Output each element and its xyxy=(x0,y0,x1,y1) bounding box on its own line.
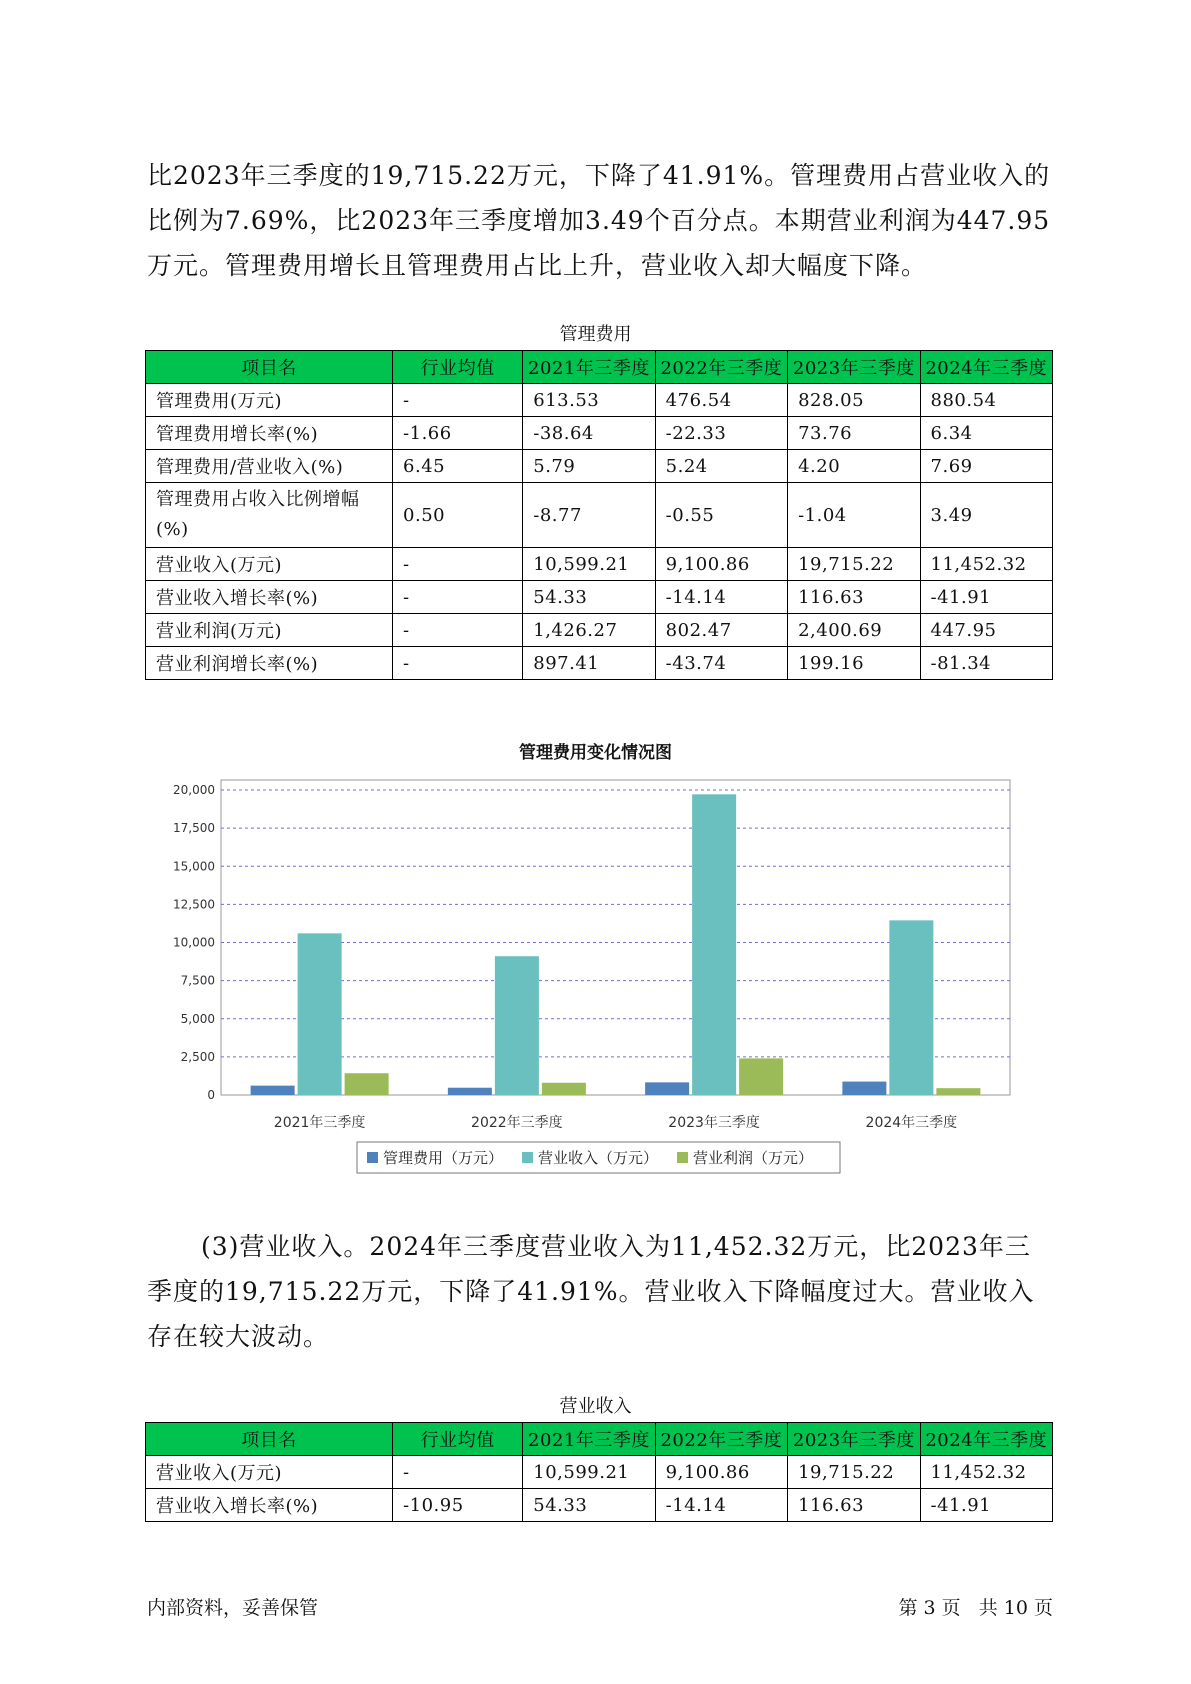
y-tick-label: 15,000 xyxy=(173,859,215,874)
legend-label: 管理费用（万元） xyxy=(383,1149,504,1167)
header-cell: 2022年三季度 xyxy=(655,1423,787,1456)
table-cell: 6.45 xyxy=(393,450,523,483)
table-cell: 11,452.32 xyxy=(920,1456,1052,1489)
table-cell: 802.47 xyxy=(655,614,787,647)
bar-1-2 xyxy=(448,1088,492,1095)
y-tick-label: 12,500 xyxy=(173,897,215,912)
header-cell: 2023年三季度 xyxy=(788,1423,920,1456)
legend-swatch xyxy=(522,1152,533,1163)
y-tick-label: 10,000 xyxy=(173,935,215,950)
table-cell: - xyxy=(393,614,523,647)
bar-1-4 xyxy=(842,1082,886,1095)
table-cell: -43.74 xyxy=(655,647,787,680)
row-label: 营业利润(万元) xyxy=(146,614,393,647)
table1-caption: 管理费用 xyxy=(559,324,632,345)
header-cell: 项目名 xyxy=(146,1423,393,1456)
section3-paragraph xyxy=(147,1224,1052,1359)
y-tick-label: 7,500 xyxy=(180,973,215,988)
bar-1-3 xyxy=(645,1082,689,1095)
table-cell: -1.66 xyxy=(393,417,523,450)
table-cell: - xyxy=(393,581,523,614)
table-cell: - xyxy=(393,647,523,680)
intro-line-1: 比2023年三季度的19,715.22万元，下降了41.91%。管理费用占营业收入的 xyxy=(147,161,1051,190)
row-label: 营业收入(万元) xyxy=(146,1456,393,1489)
table-cell: 54.33 xyxy=(523,1489,655,1522)
table-cell: 1,426.27 xyxy=(523,614,655,647)
bar-2-3 xyxy=(692,794,736,1095)
x-tick-label: 2024年三季度 xyxy=(865,1115,958,1131)
table-cell: -8.77 xyxy=(523,483,655,548)
table-cell: -41.91 xyxy=(920,1489,1052,1522)
table-header-row xyxy=(146,1423,1053,1456)
table-cell: -22.33 xyxy=(655,417,787,450)
table-cell: 476.54 xyxy=(655,384,787,417)
chart-title: 管理费用变化情况图 xyxy=(519,743,672,763)
legend-label: 营业利润（万元） xyxy=(693,1149,814,1167)
legend-label: 营业收入（万元） xyxy=(538,1149,659,1167)
table-cell: 19,715.22 xyxy=(788,1456,920,1489)
row-label: 管理费用增长率(%) xyxy=(146,417,393,450)
header-cell: 2023年三季度 xyxy=(788,351,920,384)
table-cell: -0.55 xyxy=(655,483,787,548)
y-tick-label: 0 xyxy=(207,1088,215,1102)
bar-2-4 xyxy=(889,920,933,1095)
table-cell: 828.05 xyxy=(788,384,920,417)
y-tick-label: 17,500 xyxy=(173,821,215,836)
bar-3-2 xyxy=(542,1083,586,1095)
bar-3-4 xyxy=(936,1088,980,1095)
header-cell: 2021年三季度 xyxy=(523,1423,655,1456)
table-cell: -14.14 xyxy=(655,1489,787,1522)
table-cell: 0.50 xyxy=(393,483,523,548)
table-cell: 447.95 xyxy=(920,614,1052,647)
table-cell: 116.63 xyxy=(788,581,920,614)
table2-caption: 营业收入 xyxy=(559,1396,632,1417)
table-cell: - xyxy=(393,548,523,581)
bar-2-2 xyxy=(495,956,539,1095)
table-cell: 880.54 xyxy=(920,384,1052,417)
header-cell: 2024年三季度 xyxy=(920,1423,1052,1456)
table-cell: 7.69 xyxy=(920,450,1052,483)
table-cell: -81.34 xyxy=(920,647,1052,680)
table-cell: 54.33 xyxy=(523,581,655,614)
intro-line-2: 比例为7.69%，比2023年三季度增加3.49个百分点。本期营业利润为447.95 xyxy=(147,206,1051,235)
section3-line-3: 存在较大波动。 xyxy=(147,1322,330,1351)
x-tick-label: 2022年三季度 xyxy=(471,1115,563,1131)
table-cell: 10,599.21 xyxy=(523,548,655,581)
table-cell: 4.20 xyxy=(788,450,920,483)
bar-3-1 xyxy=(345,1073,389,1095)
row-label: 营业收入增长率(%) xyxy=(146,1489,393,1522)
table-cell: 73.76 xyxy=(788,417,920,450)
bar-1-1 xyxy=(251,1086,295,1095)
table-cell: -1.04 xyxy=(788,483,920,548)
x-tick-label: 2023年三季度 xyxy=(668,1115,760,1131)
table-cell: 5.79 xyxy=(523,450,655,483)
table-cell: 9,100.86 xyxy=(655,548,787,581)
table-cell: -41.91 xyxy=(920,581,1052,614)
intro-line-3: 万元。管理费用增长且管理费用占比上升，营业收入却大幅度下降。 xyxy=(147,251,928,280)
table-row xyxy=(146,1489,1053,1522)
header-cell: 项目名 xyxy=(146,351,393,384)
y-tick-label: 5,000 xyxy=(180,1011,215,1026)
row-label: 管理费用/营业收入(%) xyxy=(146,450,393,483)
row-label: 营业利润增长率(%) xyxy=(146,647,393,680)
header-cell: 2021年三季度 xyxy=(523,351,655,384)
legend-swatch xyxy=(677,1152,688,1163)
x-tick-label: 2021年三季度 xyxy=(273,1115,366,1131)
row-label: 营业收入增长率(%) xyxy=(146,581,393,614)
table-cell: 10,599.21 xyxy=(523,1456,655,1489)
table-row xyxy=(146,1456,1053,1489)
table-cell: 116.63 xyxy=(788,1489,920,1522)
y-tick-label: 20,000 xyxy=(173,783,215,797)
table-cell: - xyxy=(393,384,523,417)
row-label: 管理费用占收入比例增幅(%) xyxy=(146,483,393,548)
table-cell: 5.24 xyxy=(655,450,787,483)
legend-swatch xyxy=(367,1152,378,1163)
table-cell: 19,715.22 xyxy=(788,548,920,581)
table-cell: 3.49 xyxy=(920,483,1052,548)
header-cell: 2024年三季度 xyxy=(920,351,1052,384)
table-cell: 613.53 xyxy=(523,384,655,417)
table-cell: 199.16 xyxy=(788,647,920,680)
bar-2-1 xyxy=(298,933,342,1095)
row-label: 管理费用(万元) xyxy=(146,384,393,417)
table-cell: 2,400.69 xyxy=(788,614,920,647)
table-cell: -10.95 xyxy=(393,1489,523,1522)
section3-line-1: (3)营业收入。2024年三季度营业收入为11,452.32万元，比2023年三 xyxy=(201,1232,1031,1261)
y-tick-label: 2,500 xyxy=(180,1049,215,1064)
header-cell: 2022年三季度 xyxy=(655,351,787,384)
section3-line-2: 季度的19,715.22万元，下降了41.91%。营业收入下降幅度过大。营业收入 xyxy=(147,1277,1035,1306)
header-cell: 行业均值 xyxy=(393,1423,523,1456)
table-cell: 11,452.32 xyxy=(920,548,1052,581)
row-label: 营业收入(万元) xyxy=(146,548,393,581)
table-cell: -38.64 xyxy=(523,417,655,450)
footer-page-number: 第 3 页 共 10 页 xyxy=(898,1597,1053,1619)
footer-confidential-note: 内部资料，妥善保管 xyxy=(147,1597,319,1619)
table-cell: 897.41 xyxy=(523,647,655,680)
header-cell: 行业均值 xyxy=(393,351,523,384)
table-cell: -14.14 xyxy=(655,581,787,614)
table-cell: 6.34 xyxy=(920,417,1052,450)
table-cell: 9,100.86 xyxy=(655,1456,787,1489)
bar-3-3 xyxy=(739,1058,783,1095)
revenue-table xyxy=(145,1422,1053,1522)
table-cell: - xyxy=(393,1456,523,1489)
